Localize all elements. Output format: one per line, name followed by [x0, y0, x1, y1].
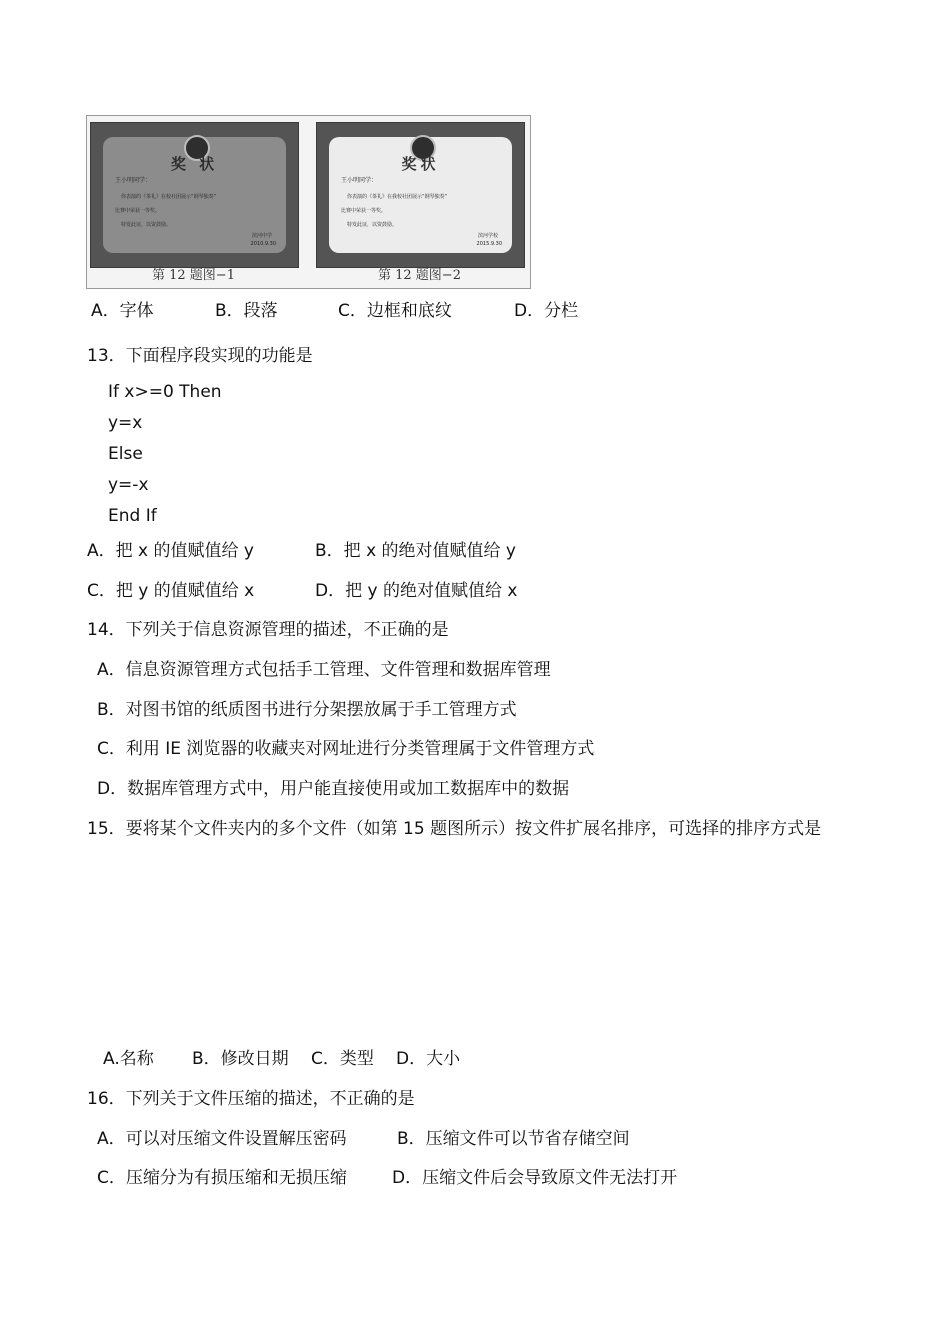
q16-option-a: A．可以对压缩文件设置解压密码	[97, 1129, 347, 1149]
q12-option-a: A．字体	[91, 301, 154, 321]
figure-caption-1: 第 12 题图−1	[152, 268, 235, 283]
certificate-date: 2010.9.30	[250, 241, 276, 247]
q13-option-d: D．把 y 的绝对值赋值给 x	[315, 581, 518, 601]
certificate-body: 比赛中荣获一等奖。	[115, 208, 161, 214]
certificate-body: 比赛中荣获一等奖。	[341, 208, 387, 214]
certificate-body: 你表演的《茶礼》在我校社团展示“钢琴独奏”	[347, 194, 448, 200]
q13-option-b: B．把 x 的绝对值赋值给 y	[315, 541, 516, 561]
code-line: End If	[108, 506, 157, 526]
q12-option-c: C．边框和底纹	[338, 301, 452, 321]
q14-option-d: D．数据库管理方式中，用户能直接使用或加工数据库中的数据	[97, 779, 570, 799]
q15-option-a: A.名称	[103, 1049, 154, 1069]
certificate-title: 奖 状	[170, 155, 219, 173]
q16-stem: 16．下列关于文件压缩的描述，不正确的是	[87, 1089, 415, 1109]
certificate-signer: 滨河中学	[251, 233, 272, 239]
q15-stem: 15．要将某个文件夹内的多个文件（如第 15 题图所示）按文件扩展名排序，可选择的排序方式是	[87, 819, 822, 839]
q16-option-c: C．压缩分为有损压缩和无损压缩	[97, 1168, 347, 1188]
certificate-body: 特发此证，以资鼓励。	[121, 222, 172, 228]
certificate-image-2	[316, 122, 525, 268]
certificate-image-1	[90, 122, 299, 268]
certificate-title: 奖状	[401, 155, 440, 173]
code-line: Else	[108, 444, 143, 464]
q14-option-b: B．对图书馆的纸质图书进行分架摆放属于手工管理方式	[97, 700, 517, 720]
certificate-recipient: 王小明同学：	[115, 177, 152, 184]
q15-option-c: C．类型	[311, 1049, 374, 1069]
q12-option-b: B．段落	[215, 301, 278, 321]
figure-caption-2: 第 12 题图−2	[378, 268, 461, 283]
q14-stem: 14．下列关于信息资源管理的描述，不正确的是	[87, 620, 449, 640]
q12-figure	[86, 115, 531, 289]
code-line: If x>=0 Then	[108, 382, 222, 402]
q16-option-d: D．压缩文件后会导致原文件无法打开	[392, 1168, 678, 1188]
q16-option-b: B．压缩文件可以节省存储空间	[397, 1129, 630, 1149]
q13-option-c: C．把 y 的值赋值给 x	[87, 581, 255, 601]
certificate-signer: 滨河学校	[477, 233, 498, 239]
q13-stem: 13．下面程序段实现的功能是	[87, 346, 313, 366]
q15-option-b: B．修改日期	[192, 1049, 289, 1069]
q14-option-c: C．利用 IE 浏览器的收藏夹对网址进行分类管理属于文件管理方式	[97, 739, 595, 759]
code-line: y=-x	[108, 475, 149, 495]
certificate-body: 你表演的《茶礼》在校社团展示“钢琴独奏”	[121, 194, 217, 200]
q14-option-a: A．信息资源管理方式包括手工管理、文件管理和数据库管理	[97, 660, 551, 680]
code-line: y=x	[108, 413, 143, 433]
certificate-body: 特发此证，以资鼓励。	[347, 222, 398, 228]
q12-option-d: D．分栏	[514, 301, 579, 321]
q13-option-a: A．把 x 的值赋值给 y	[87, 541, 254, 561]
certificate-date: 2015.9.30	[476, 241, 502, 247]
certificate-recipient: 王小明同学：	[341, 177, 378, 184]
q15-option-d: D．大小	[396, 1049, 461, 1069]
